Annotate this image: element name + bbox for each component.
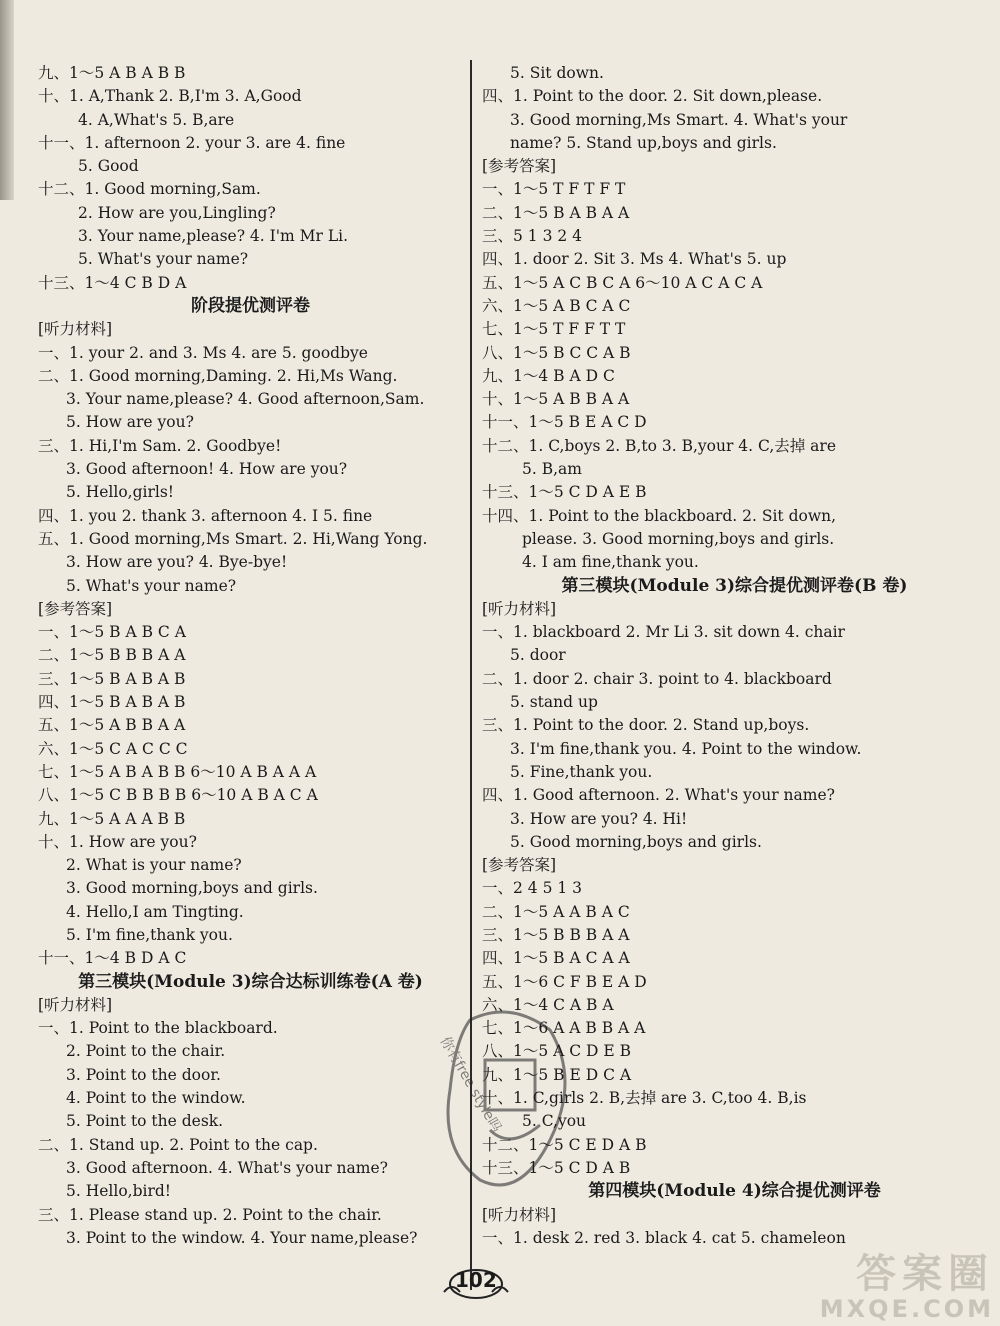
answer-line: 3. Point to the door.: [66, 1065, 221, 1084]
answer-line: 二、1～5 B B B A A: [38, 646, 186, 665]
answer-line: 4. Point to the window.: [66, 1089, 246, 1108]
answer-line: 5. B,am: [522, 460, 582, 479]
answer-line: 一、1～5 T F T F T: [482, 180, 626, 199]
answer-line: 十三、1～4 C B D A: [38, 273, 187, 292]
answer-line: 3. Your name,please? 4. I'm Mr Li.: [78, 227, 349, 246]
answer-line: 四、1. Good afternoon. 2. What's your name?: [482, 786, 835, 805]
section-heading: 第四模块(Module 4)综合提优测评卷: [588, 1181, 881, 1202]
section-heading: 阶段提优测评卷: [191, 295, 310, 316]
page-number: 102: [455, 1268, 497, 1292]
answer-line: 一、2 4 5 1 3: [482, 879, 583, 898]
answer-line: 七、1～5 A B A B B 6～10 A B A A A: [38, 762, 317, 781]
answer-line: 三、1. Please stand up. 2. Point to the chair.: [38, 1205, 382, 1224]
answer-line: 5. I'm fine,thank you.: [66, 925, 233, 944]
watermark-logo: 答案圈: [856, 1251, 994, 1297]
answer-line: 十、1. C,girls 2. B,去掉 are 3. C,too 4. B,is: [482, 1089, 807, 1108]
answer-line: 八、1～5 B C C A B: [482, 343, 631, 362]
answer-line: 五、1. Good morning,Ms Smart. 2. Hi,Wang Yong.: [38, 529, 428, 548]
answer-line: 5. Point to the desk.: [66, 1112, 224, 1131]
answer-line: 九、1～4 B A D C: [482, 366, 615, 385]
subsection-label: [听力材料]: [482, 1205, 557, 1224]
answer-line: 3. How are you? 4. Bye-bye!: [66, 553, 288, 572]
answer-line: 五、1～5 A B B A A: [38, 716, 186, 735]
answer-line: 二、1～5 A A B A C: [482, 902, 630, 921]
answer-line: 十二、1～5 C E D A B: [482, 1135, 647, 1154]
answer-line: 2. How are you,Lingling?: [78, 203, 276, 222]
answer-line: 5. Good: [78, 157, 139, 176]
answer-line: 十、1. How are you?: [38, 832, 197, 851]
answer-line: 八、1～5 C B B B B 6～10 A B A C A: [38, 786, 318, 805]
watermark: [820, 1252, 994, 1322]
subsection-label: [参考答案]: [38, 599, 113, 618]
answer-line: 四、1. you 2. thank 3. afternoon 4. I 5. fine: [38, 506, 373, 525]
answer-line: 3. Good morning,Ms Smart. 4. What's your: [510, 110, 848, 129]
answer-line: 八、1～5 A C D E B: [482, 1042, 632, 1061]
answer-line: 5. C,you: [522, 1112, 587, 1131]
answer-line: 3. Good morning,boys and girls.: [66, 879, 318, 898]
watermark-url: MXQE.COM: [819, 1295, 994, 1323]
answer-line: 3. I'm fine,thank you. 4. Point to the window.: [510, 739, 862, 758]
answer-line: 4. I am fine,thank you.: [522, 553, 699, 572]
answer-line: 十、1～5 A B B A A: [482, 390, 630, 409]
subsection-label: [参考答案]: [482, 157, 557, 176]
scan-edge: [0, 0, 14, 200]
answer-line: 二、1～5 B A B A A: [482, 203, 630, 222]
answer-line: 一、1. Point to the blackboard.: [38, 1019, 278, 1038]
answer-line: 三、5 1 3 2 4: [482, 227, 583, 246]
answer-line: 2. What is your name?: [66, 856, 242, 875]
answer-line: 3. Good afternoon! 4. How are you?: [66, 460, 348, 479]
answer-line: 十三、1～5 C D A B: [482, 1158, 631, 1177]
answer-line: 四、1. Point to the door. 2. Sit down,please.: [482, 87, 823, 106]
answer-line: 5. door: [510, 646, 566, 665]
answer-line: 七、1～6 A A B B A A: [482, 1019, 646, 1038]
answer-line: 一、1～5 B A B C A: [38, 623, 186, 642]
answer-line: 十一、1～4 B D A C: [38, 949, 187, 968]
answer-line: 3. Your name,please? 4. Good afternoon,Sam.: [66, 390, 425, 409]
answer-line: 5. Sit down.: [510, 64, 604, 82]
answer-line: 5. Hello,girls!: [66, 483, 175, 502]
answer-line: 六、1～5 A B C A C: [482, 296, 631, 315]
answer-line: 5. What's your name?: [78, 250, 249, 269]
answer-line: 三、1～5 B A B A B: [38, 669, 186, 688]
answer-line: 二、1. door 2. chair 3. point to 4. blackboard: [482, 669, 832, 688]
answer-line: 九、1～5 A A A B B: [38, 809, 186, 828]
answer-line: 四、1. door 2. Sit 3. Ms 4. What's 5. up: [482, 250, 787, 269]
answer-line: 三、1. Hi,I'm Sam. 2. Goodbye!: [38, 436, 282, 455]
subsection-label: [听力材料]: [38, 320, 113, 339]
subsection-label: [听力材料]: [38, 995, 113, 1014]
answer-line: 十一、1～5 B E A C D: [482, 413, 647, 432]
answer-line: 四、1～5 B A B A B: [38, 693, 186, 712]
answer-line: 4. Hello,I am Tingting.: [66, 902, 244, 921]
answer-line: 5. Good morning,boys and girls.: [510, 832, 762, 851]
answer-line: 七、1～5 T F F T T: [482, 320, 626, 339]
answer-line: 二、1. Good morning,Daming. 2. Hi,Ms Wang.: [38, 366, 398, 385]
answer-line: 3. Good afternoon. 4. What's your name?: [66, 1158, 388, 1177]
answer-line: 5. How are you?: [66, 413, 194, 432]
answer-line: 九、1～5 A B A B B: [38, 64, 186, 82]
answer-line: 4. A,What's 5. B,are: [78, 110, 235, 129]
answer-line: 五、1～6 C F B E A D: [482, 972, 647, 991]
answer-line: 九、1～5 B E D C A: [482, 1065, 632, 1084]
answer-line: 五、1～5 A C B C A 6～10 A C A C A: [482, 273, 763, 292]
answer-line: 5. Hello,bird!: [66, 1182, 172, 1201]
answer-line: please. 3. Good morning,boys and girls.: [522, 529, 835, 548]
subsection-label: [参考答案]: [482, 856, 557, 875]
answer-line: 二、1. Stand up. 2. Point to the cap.: [38, 1135, 318, 1154]
answer-line: 5. Fine,thank you.: [510, 762, 653, 781]
answer-line: 三、1～5 B B B A A: [482, 925, 630, 944]
section-heading: 第三模块(Module 3)综合提优测评卷(B 卷): [561, 575, 908, 596]
answer-line: 十二、1. Good morning,Sam.: [38, 180, 261, 199]
answer-line: 十四、1. Point to the blackboard. 2. Sit down,: [482, 506, 836, 525]
answer-line: 十二、1. C,boys 2. B,to 3. B,your 4. C,去掉 are: [482, 436, 837, 455]
answer-line: 十一、1. afternoon 2. your 3. are 4. fine: [38, 133, 346, 152]
stamp-graphic: [430, 1000, 590, 1230]
answer-line: 5. stand up: [510, 693, 598, 712]
answer-line: 一、1. your 2. and 3. Ms 4. are 5. goodbye: [38, 343, 368, 362]
answer-line: 3. Point to the window. 4. Your name,please?: [66, 1228, 418, 1247]
answer-line: 六、1～4 C A B A: [482, 995, 614, 1014]
answer-line: 一、1. desk 2. red 3. black 4. cat 5. chameleon: [482, 1228, 846, 1247]
subsection-label: [听力材料]: [482, 599, 557, 618]
answer-line: 3. How are you? 4. Hi!: [510, 809, 688, 828]
answer-line: 一、1. blackboard 2. Mr Li 3. sit down 4. chair: [482, 623, 845, 642]
answer-line: 十三、1～5 C D A E B: [482, 483, 647, 502]
answer-line: 六、1～5 C A C C C: [38, 739, 188, 758]
left-column: [38, 62, 463, 1250]
answer-line: 三、1. Point to the door. 2. Stand up,boys.: [482, 716, 810, 735]
answer-line: 四、1～5 B A C A A: [482, 949, 630, 968]
answer-line: 十、1. A,Thank 2. B,I'm 3. A,Good: [38, 87, 302, 106]
section-heading: 第三模块(Module 3)综合达标训练卷(A 卷): [78, 971, 423, 992]
answer-line: 5. What's your name?: [66, 576, 237, 595]
answer-line: name? 5. Stand up,boys and girls.: [510, 133, 777, 152]
stamp-text: 你有free style吗: [436, 1034, 505, 1136]
answer-line: 2. Point to the chair.: [66, 1042, 226, 1061]
